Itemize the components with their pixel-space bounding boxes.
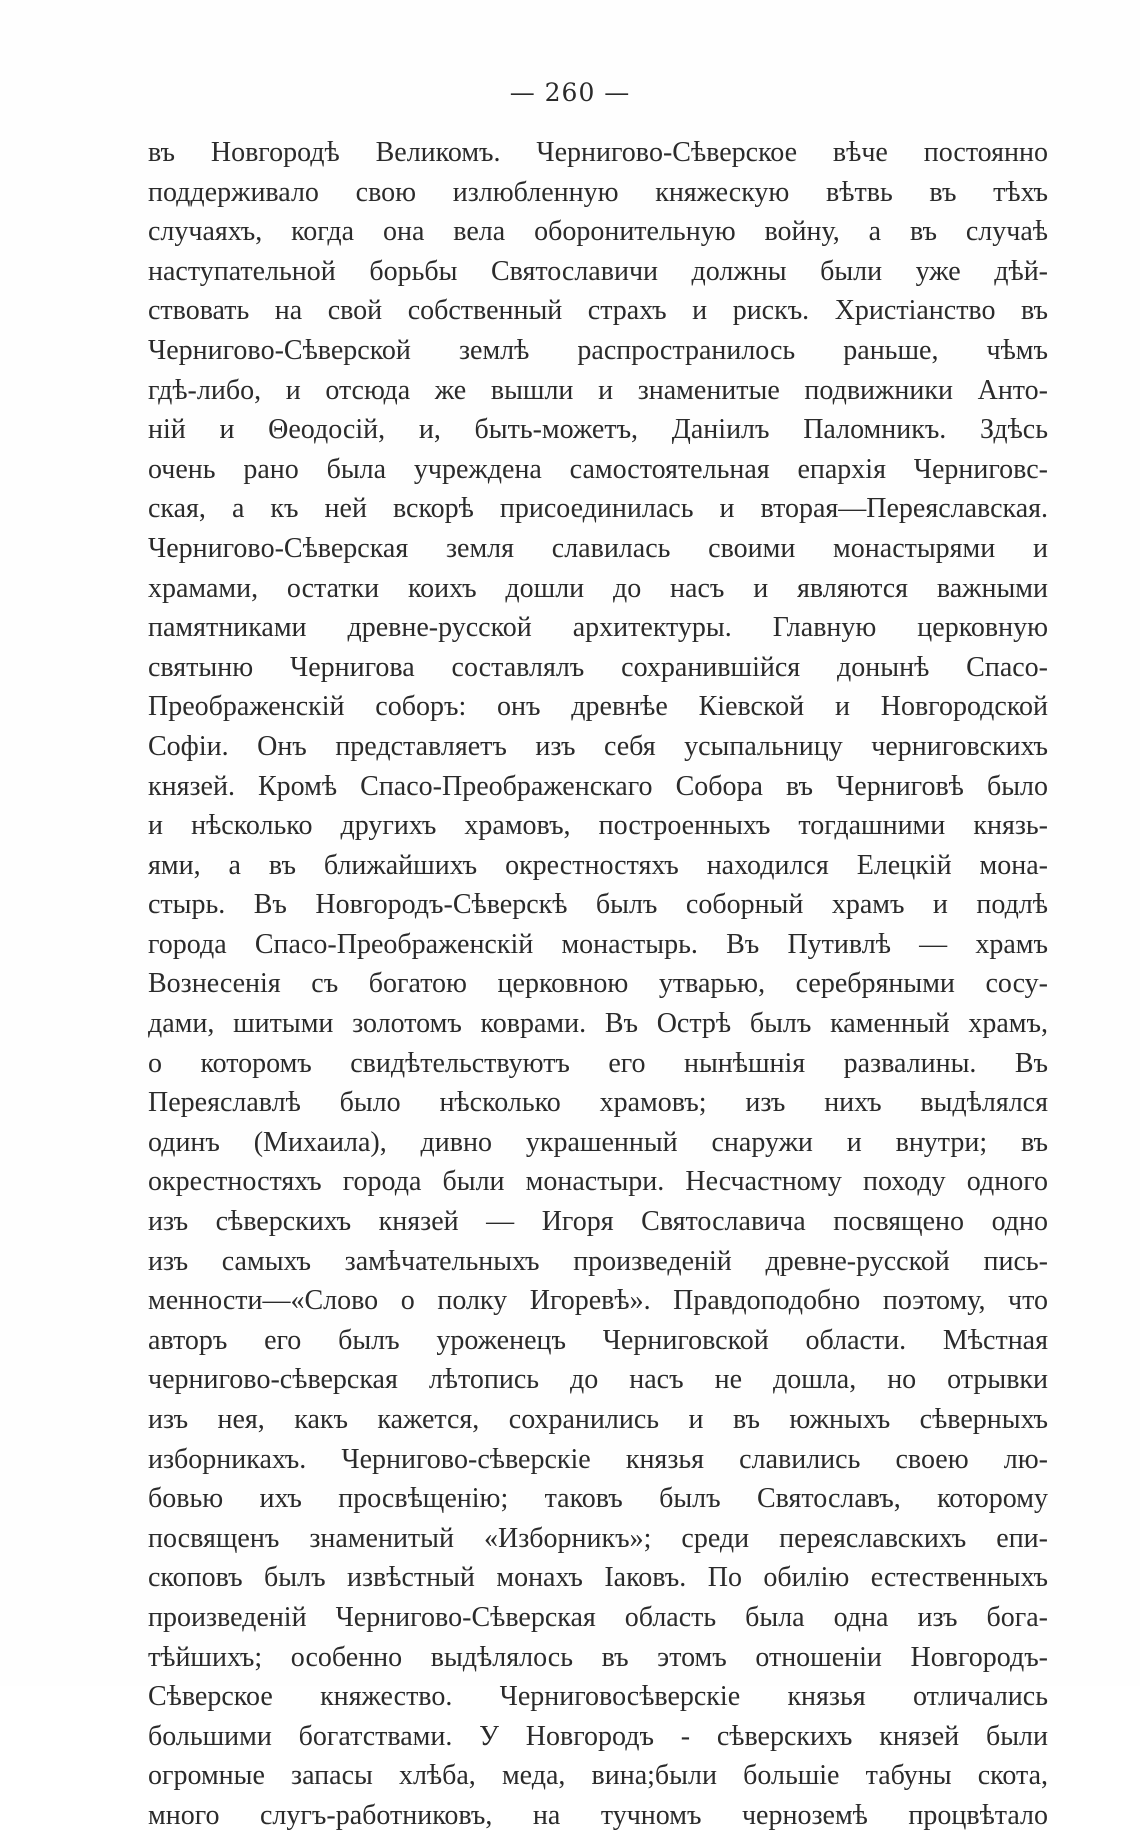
body-text <box>148 133 1048 1836</box>
text-line: Черниговo-Сѣверской землѣ распространилось раньше, чѣмъ <box>148 334 1048 366</box>
text-line: гдѣ-либо, и отсюда же вышли и знаменитые подвижники Анто- <box>148 374 1048 406</box>
text-line: посвященъ знаменитый «Изборникъ»; среди переяславскихъ епи- <box>148 1522 1048 1554</box>
text-line: большими богатствами. У Новгородъ - сѣверскихъ князей были <box>148 1720 1048 1752</box>
text-line: черниговo-сѣверская лѣтопись до насъ не дошла, но отрывки <box>148 1364 1048 1396</box>
text-line: наступательной борьбы Святославичи должны были уже дѣй- <box>148 255 1048 287</box>
text-line: одинъ (Михаила), дивно украшенный снаружи и внутри; въ <box>148 1126 1048 1158</box>
text-line: Черниговo-Сѣверская земля славилась своими монастырями и <box>148 532 1048 564</box>
text-line: изъ нея, какъ кажется, сохранились и въ южныхъ сѣверныхъ <box>148 1404 1048 1435</box>
text-line: скоповъ былъ извѣстный монахъ Іаковъ. По обилію естественныхъ <box>148 1562 1048 1594</box>
text-line: изборникахъ. Черниговo-сѣверскіе князья славились своею лю- <box>148 1443 1048 1475</box>
text-line: окрестностяхъ города были монастыри. Несчастному походу одного <box>148 1166 1048 1198</box>
page-number: — 260 — <box>509 78 631 107</box>
text-line: Софіи. Онъ представляетъ изъ себя усыпальницу черниговскихъ <box>148 730 1048 762</box>
text-line: случаяхъ, когда она вела оборонительную войну, а въ случаѣ <box>148 216 1048 248</box>
text-line: бовью ихъ просвѣщенію; таковъ былъ Святославъ, которому <box>148 1483 1048 1515</box>
text-line: и нѣсколько другихъ храмовъ, построенныхъ тогдашними князь- <box>148 810 1048 842</box>
text-line: ская, а къ ней вскорѣ присоединилась и вторая—Переяславская. <box>148 493 1048 525</box>
text-line: тѣйшихъ; особенно выдѣлялось въ этомъ отношеніи Новгородъ- <box>148 1641 1048 1673</box>
text-line: менности—«Слово о полку Игоревѣ». Правдоподобно поэтому, что <box>148 1285 1048 1317</box>
text-line: ствовать на свой собственный страхъ и рискъ. Христіанство въ <box>148 295 1048 327</box>
text-line: много слугъ-работниковъ, на тучномъ черноземѣ процвѣтало <box>148 1799 1048 1831</box>
text-line: изъ самыхъ замѣчательныхъ произведеній древне-русской пись- <box>148 1245 1048 1277</box>
text-line: ній и Θеодосій, и, быть-можетъ, Даніилъ Паломникъ. Здѣсь <box>148 414 1048 446</box>
text-line: въ Новгородѣ Великомъ. Черниговo-Сѣверское вѣче постоянно <box>148 137 1048 168</box>
text-line: Преображенскій соборъ: онъ древнѣе Кіевской и Новгородской <box>148 691 1048 723</box>
text-line: Вознесенія съ богатою церковною утварью, серебряными сосу- <box>148 968 1048 1000</box>
text-line: о которомъ свидѣтельствуютъ его нынѣшнія развалины. Въ <box>148 1047 1048 1079</box>
text-line: дами, шитыми золотомъ коврами. Въ Острѣ былъ каменный храмъ, <box>148 1008 1048 1040</box>
text-line: огромные запасы хлѣба, меда, вина;были большіе табуны скота, <box>148 1760 1048 1792</box>
text-line: поддерживало свою излюбленную княжескую вѣтвь въ тѣхъ <box>148 176 1048 208</box>
text-line: изъ сѣверскихъ князей — Игоря Святославича посвящено одно <box>148 1206 1048 1238</box>
text-line: Сѣверское княжество. Черниговосѣверскіе князья отличались <box>148 1681 1048 1713</box>
text-line: святыню Чернигова составлялъ сохранившійся донынѣ Спасо- <box>148 651 1048 683</box>
text-line: ями, а въ ближайшихъ окрестностяхъ находился Елецкій мона- <box>148 849 1048 881</box>
text-line: произведеній Черниговo-Сѣверская область была одна изъ бога- <box>148 1601 1048 1633</box>
text-line: очень рано была учреждена самостоятельная епархія Черниговс- <box>148 453 1048 485</box>
text-line: памятниками древне-русской архитектуры. Главную церковную <box>148 612 1048 644</box>
text-line: авторъ его былъ уроженецъ Черниговской области. Мѣстная <box>148 1324 1048 1356</box>
text-line: города Спасо-Преображенскій монастырь. Въ Путивлѣ — храмъ <box>148 928 1048 960</box>
text-line: Переяславлѣ было нѣсколько храмовъ; изъ нихъ выдѣлялся <box>148 1087 1048 1119</box>
text-line: стырь. Въ Новгородъ-Сѣверскѣ былъ соборный храмъ и подлѣ <box>148 889 1048 921</box>
text-line: князей. Кромѣ Спасо-Преображенскаго Собора въ Черниговѣ было <box>148 770 1048 802</box>
text-line: храмами, остатки коихъ дошли до насъ и являются важными <box>148 572 1048 604</box>
